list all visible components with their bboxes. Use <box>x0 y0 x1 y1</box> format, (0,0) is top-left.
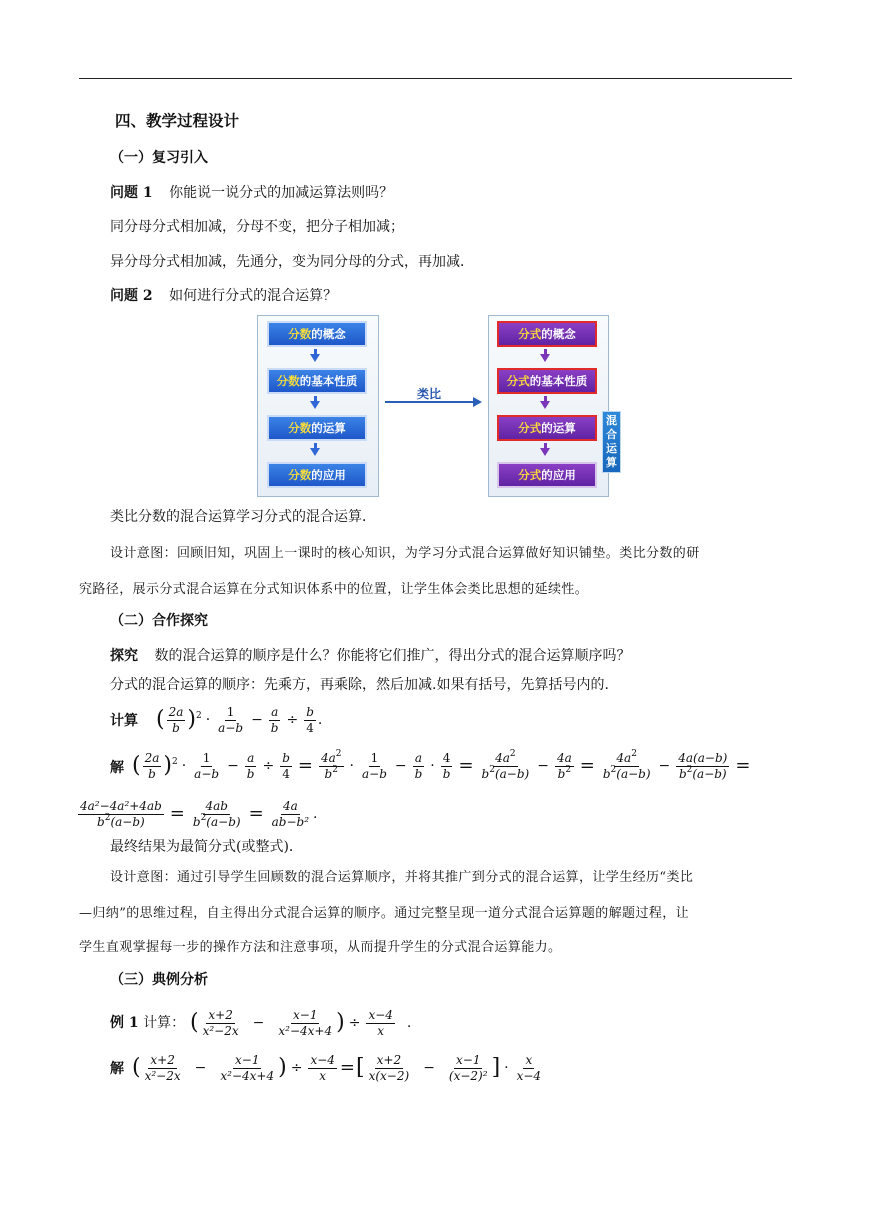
down-arrow-icon <box>540 448 550 456</box>
solve-label: 解 <box>110 760 124 776</box>
example-1-text: 计算： <box>143 1015 186 1031</box>
down-arrow-icon <box>540 354 550 362</box>
section-title: 四、教学过程设计 <box>115 111 240 130</box>
down-arrow-icon <box>310 448 320 456</box>
number-property-box: 分数 的基本性质 <box>267 368 367 394</box>
design-intent-2-line2: —归纳”的思维过程，自主得出分式混合运算的顺序。通过完整呈现一道分式混合运算题的解题过程，让 <box>79 906 690 921</box>
solution-line-2: $\frac{\text{4a²−4a²+4ab}}{b^2(a-b)}$ = $\frac{4ab}{b^2(a-b)}$ = $\frac{4a}{\text{ab−b²}}$ . <box>80 798 318 829</box>
design-intent-1-line2: 究路径，展示分式混合运算在分式知识体系中的位置，让学生体会类比思想的延续性。 <box>79 582 589 597</box>
number-operation-box: 分数 的运算 <box>267 415 367 441</box>
analogy-text: 类比分数的混合运算学习分式的混合运算． <box>110 509 376 525</box>
fraction-concept-box: 分式 的概念 <box>497 321 597 347</box>
example-1-solve-label: 解 <box>110 1061 124 1077</box>
down-arrow-icon <box>540 401 550 409</box>
down-arrow-icon <box>310 354 320 362</box>
calc-expression: ( 2a b ) 2 · 1 a−b − $\frac{a}{b}$ ÷ $\frac{b}{4}$ . <box>156 704 323 735</box>
example-1-solution: ( x+2 x²−2x − $\frac{x-1}{\text{x²−4x+4}}$ ) ÷ $\frac{x-4}{x}$ = [ x+2 x(x−2) − $\frac{x-1}{\text{(x−2)²}}$ ] · x x−4 <box>132 1052 542 1083</box>
question-2-text: 如何进行分式的混合运算？ <box>169 288 338 304</box>
number-application-box: 分数 的应用 <box>267 462 367 488</box>
explore-question <box>110 647 630 665</box>
design-intent-2-line3: 学生直观掌握每一步的操作方法和注意事项，从而提升学生的分式混合运算能力。 <box>79 940 562 955</box>
final-result-note: 最终结果为最简分式(或整式)． <box>110 839 303 855</box>
rule-same-denominator: 同分母分式相加减，分母不变，把分子相加减； <box>110 219 404 235</box>
question-1-label: 问题 1 <box>110 185 153 201</box>
question-1-text: 你能说一说分式的加减运算法则吗？ <box>169 185 394 201</box>
number-concept-box: 分数 的概念 <box>267 321 367 347</box>
question-2-label: 问题 2 <box>110 288 153 304</box>
example-1-expression: ( x+2 x²−2x − $\frac{x-1}{\text{x²−4x+4}}$ ) ÷ $\frac{x-4}{x}$ . <box>190 1007 412 1038</box>
top-rule <box>79 78 792 79</box>
explore-label: 探究 <box>110 648 138 664</box>
rule-different-denominator: 异分母分式相加减，先通分，变为同分母的分式，再加减． <box>110 254 474 270</box>
subsection-examples: （三）典例分析 <box>110 972 208 988</box>
analogy-diagram <box>257 315 617 495</box>
design-intent-1-line1: 设计意图：回顾旧知，巩固上一课时的核心知识，为学习分式混合运算做好知识铺垫。类比分数的研 <box>110 546 700 561</box>
fraction-application-box: 分式 的应用 <box>497 462 597 488</box>
right-arrow-icon <box>385 401 473 403</box>
subsection-review: （一）复习引入 <box>110 150 208 166</box>
fraction-property-box: 分式 的基本性质 <box>497 368 597 394</box>
fraction-operation-box: 分式 的运算 <box>497 415 597 441</box>
subsection-explore: （二）合作探究 <box>110 613 208 629</box>
example-1-header <box>110 1014 185 1032</box>
question-2 <box>110 287 337 305</box>
explore-text: 数的混合运算的顺序是什么？你能将它们推广，得出分式的混合运算顺序吗？ <box>154 648 631 664</box>
calc-label: 计算 <box>110 713 138 729</box>
example-1-label: 例 1 <box>110 1015 139 1031</box>
question-1 <box>110 184 393 202</box>
analogy-arrow-label: 类比 <box>417 387 442 401</box>
down-arrow-icon <box>310 401 320 409</box>
design-intent-2-line1: 设计意图：通过引导学生回顾数的混合运算顺序，并将其推广到分式的混合运算，让学生经历“类比 <box>110 870 694 885</box>
solution-line-1: ( 2a b ) 2 · 1 a−b − $\frac{a}{b}$ ÷ $\frac{b}{4}$ = $\frac{4a^2}{b^2}$ · 1 a−b − $\frac{a}{b}$ · $\frac{4}{b}$ = $\frac{4a^2}{b^2(a-b)}$ − $\frac{4a}{b^2}$ = $\frac{4a^2}{b^2(a-b)}$ − $\frac{4a(a-b)}{b^2(a-b)}$ = <box>132 748 751 781</box>
operation-order: 分式的混合运算的顺序：先乘方，再乘除，然后加减.如果有括号，先算括号内的. <box>110 677 609 693</box>
mixed-operation-tag: 混合 运算 <box>602 411 621 473</box>
